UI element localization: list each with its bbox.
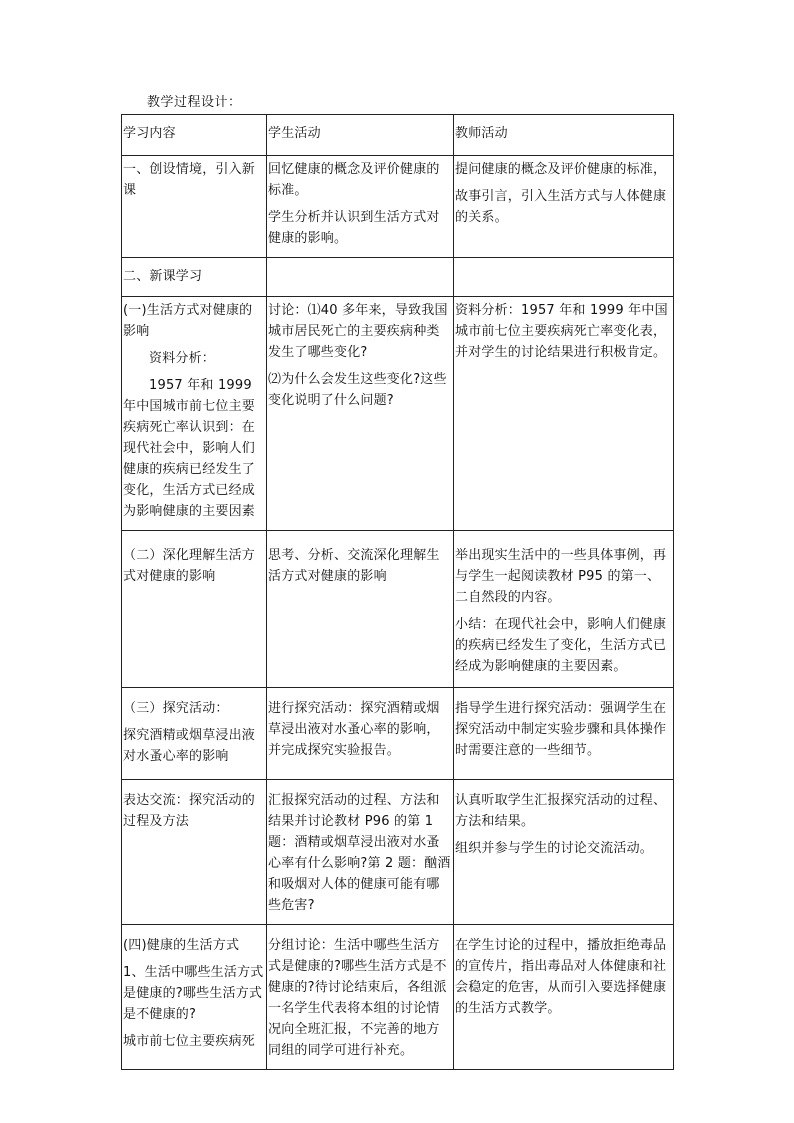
cell-paragraph: 探究酒精或烟草浸出液对水蚤心率的影响: [123, 728, 256, 764]
cell-paragraph: 资料分析：: [149, 351, 216, 366]
cell-paragraph: 讨论：⑴40 多年来，导致我国城市居民死亡的主要疾病种类发生了哪些变化?: [268, 303, 448, 360]
table-row: [122, 780, 674, 925]
lesson-plan-table: [121, 114, 674, 1070]
cell-paragraph: 小结：在现代社会中，影响人们健康的疾病已经发生了变化，生活方式已经成为影响健康的主要因素。: [455, 617, 667, 674]
cell-paragraph: 举出现实生活中的一些具体事例，再与学生一起阅读教材 P95 的第一、二自然段的内容。: [455, 548, 667, 605]
cell-paragraph: 组织并参与学生的讨论交流活动。: [455, 841, 654, 856]
cell-paragraph: 资料分析：1957 年和 1999 年中国城市前七位主要疾病死亡率变化表，并对学生的讨论结果进行积极肯定。: [455, 303, 668, 360]
cell-paragraph: ⑵为什么会发生这些变化?这些变化说明了什么问题?: [268, 372, 447, 408]
cell-paragraph: 一、创设情境，引入新课: [123, 162, 256, 198]
cell-paragraph: 学生分析并认识到生活方式对健康的影响。: [268, 210, 440, 246]
header-teacher-activity: 教师活动: [454, 115, 674, 156]
table-row: [122, 156, 674, 258]
content-cell: [122, 156, 267, 258]
student-cell: [267, 688, 454, 780]
cell-paragraph: 提问健康的概念及评价健康的标准，: [455, 162, 667, 177]
content-cell: [122, 258, 267, 297]
header-student-activity: 学生活动: [267, 115, 454, 156]
cell-paragraph: 指导学生进行探究活动：强调学生在探究活动中制定实验步骤和具体操作时需要注意的一些细节。: [455, 701, 667, 758]
cell-paragraph: 城市前七位主要疾病死: [123, 1034, 256, 1049]
teacher-cell: [454, 780, 674, 925]
content-cell: [122, 297, 267, 531]
table-row: [122, 688, 674, 780]
teacher-cell: [454, 297, 674, 531]
cell-paragraph: 认真听取学生汇报探究活动的过程、方法和结果。: [455, 793, 667, 829]
student-cell: [267, 297, 454, 531]
student-cell: [267, 531, 454, 688]
table-row: [122, 531, 674, 688]
cell-paragraph: 1、生活中哪些生活方式是健康的?哪些生活方式是不健康的?: [123, 965, 264, 1022]
teacher-cell: [454, 688, 674, 780]
teacher-cell: [454, 156, 674, 258]
student-cell: [267, 156, 454, 258]
cell-paragraph: 思考、分析、交流深化理解生活方式对健康的影响: [268, 548, 440, 584]
content-cell: [122, 925, 267, 1070]
cell-paragraph: 汇报探究活动的过程、方法和结果并讨论教材 P96 的第 1 题：酒精或烟草浸出液对水蚤心率有什么影响?第 2 题：酗酒和吸烟对人体的健康可能有哪些危害?: [268, 793, 451, 913]
cell-paragraph: 表达交流：探究活动的过程及方法: [123, 793, 256, 829]
cell-paragraph: （二）深化理解生活方式对健康的影响: [123, 548, 256, 584]
cell-paragraph: 1957 年和 1999 年中国城市前七位主要疾病死亡率认识到：在现代社会中，影响人们健康的疾病已经发生了变化，生活方式已经成为影响健康的主要因素: [123, 378, 256, 519]
student-cell: [267, 780, 454, 925]
cell-paragraph: 二、新课学习: [123, 269, 203, 284]
content-cell: [122, 531, 267, 688]
cell-paragraph: (四)健康的生活方式: [123, 938, 240, 953]
teacher-cell: [454, 531, 674, 688]
teacher-cell: [454, 925, 674, 1070]
teacher-cell: [454, 258, 674, 297]
cell-paragraph: 分组讨论：生活中哪些生活方式是健康的?哪些生活方式是不健康的?待讨论结束后，各组派一名学生代表将本组的讨论情况向全班汇报，不完善的地方同组的同学可进行补充。: [268, 938, 447, 1058]
table-row: [122, 258, 674, 297]
cell-paragraph: 在学生讨论的过程中，播放拒绝毒品的宣传片，指出毒品对人体健康和社会稳定的危害，从而引入要选择健康的生活方式教学。: [455, 938, 667, 1016]
table-header-row: [122, 115, 674, 156]
header-content: 学习内容: [122, 115, 267, 156]
student-cell: [267, 925, 454, 1070]
cell-paragraph: (一)生活方式对健康的影响: [123, 303, 253, 339]
cell-paragraph: 故事引言，引入生活方式与人体健康的关系。: [455, 189, 667, 225]
content-cell: [122, 780, 267, 925]
cell-paragraph: 进行探究活动：探究酒精或烟草浸出液对水蚤心率的影响，并完成探究实验报告。: [268, 701, 440, 758]
table-row: [122, 297, 674, 531]
student-cell: [267, 258, 454, 297]
page-title: 教学过程设计：: [147, 95, 242, 110]
content-cell: [122, 688, 267, 780]
cell-paragraph: 回忆健康的概念及评价健康的标准。: [268, 162, 440, 198]
table-row: [122, 925, 674, 1070]
cell-paragraph: （三）探究活动：: [123, 701, 229, 716]
